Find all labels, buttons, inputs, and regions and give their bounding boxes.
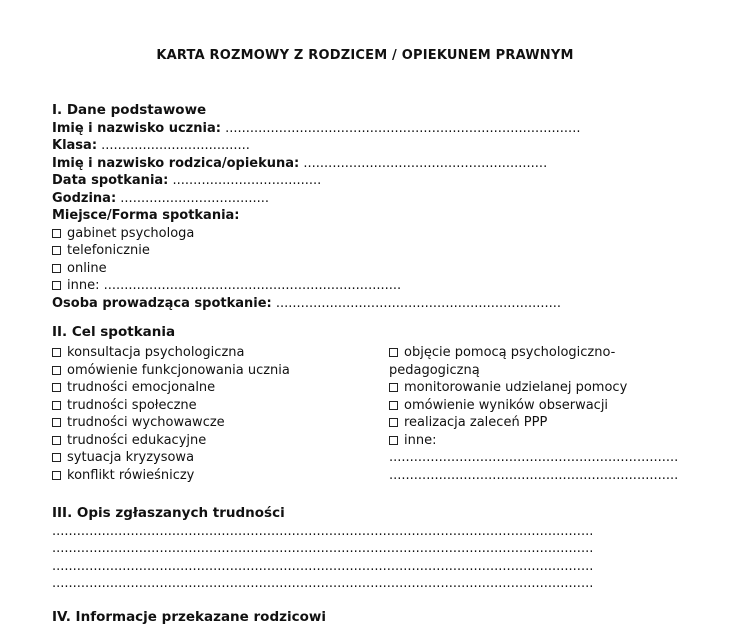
checkbox-label: monitorowanie udzielanej pomocy [404,380,628,395]
checkbox-item[interactable] [52,277,580,295]
field-label: Imię i nazwisko rodzica/opiekuna: [52,155,300,171]
checkbox-icon[interactable] [389,401,398,410]
checkbox-icon[interactable] [52,348,61,357]
section-heading: IV. Informacje przekazane rodzicowi [52,609,326,625]
fill-line[interactable]: ................................................................................................................................... [52,541,594,556]
checkbox-icon[interactable] [52,246,61,255]
field-student-name [52,120,580,138]
checkbox-icon[interactable] [52,229,61,238]
checkbox-icon[interactable] [52,383,61,392]
checkbox-icon[interactable] [389,348,398,357]
checkbox-item[interactable] [52,414,290,432]
checkbox-label: objęcie pomocą psychologiczno- [404,345,616,360]
checkbox-label: realizacja zaleceń PPP [404,415,548,430]
section-basic-data [52,102,580,312]
section-heading: III. Opis zgłaszanych trudności [52,505,285,521]
purpose-left-column [52,344,290,484]
place-label: Miejsce/Forma spotkania: [52,208,240,223]
checkbox-icon[interactable] [52,471,61,480]
checkbox-icon[interactable] [52,366,61,375]
checkbox-icon[interactable] [52,401,61,410]
checkbox-item[interactable] [389,344,678,362]
checkbox-icon[interactable] [52,264,61,273]
checkbox-label: trudności emocjonalne [67,380,216,395]
checkbox-item[interactable] [52,397,290,415]
checkbox-label: trudności społeczne [67,397,197,413]
fill-line[interactable]: ...................................................................... [389,450,679,465]
fill-line[interactable]: ...................................................................................... [225,120,581,136]
checkbox-item[interactable] [52,260,580,278]
checkbox-item[interactable] [52,432,290,450]
checkbox-icon[interactable] [52,453,61,462]
section-reported-difficulties [52,505,593,593]
section-parent-information [52,609,326,627]
section-heading: II. Cel spotkania [52,324,176,340]
checkbox-item[interactable] [389,397,678,415]
field-label: Imię i nazwisko ucznia: [52,120,221,136]
fill-line[interactable]: ................................................................................................................................... [52,523,594,539]
fill-line[interactable]: ...................................................................... [389,467,679,483]
fill-line[interactable]: .................................... [172,173,322,188]
field-label: Osoba prowadząca spotkanie: [52,295,272,311]
checkbox-icon[interactable] [389,436,398,445]
checkbox-label: gabinet psychologa [67,225,195,241]
field-meeting-leader [52,295,580,313]
section-heading: I. Dane podstawowe [52,102,207,118]
checkbox-item[interactable] [52,467,290,485]
checkbox-label: sytuacja kryzysowa [67,450,195,465]
checkbox-item[interactable] [52,362,290,380]
fill-line[interactable]: .................................... [101,138,250,153]
checkbox-icon[interactable] [389,383,398,392]
field-class [52,137,580,155]
checkbox-label: omówienie funkcjonowania ucznia [67,362,290,378]
checkbox-item[interactable] [52,449,290,467]
checkbox-label: inne: ........................................................................ [67,278,402,293]
checkbox-item[interactable] [389,379,678,397]
checkbox-icon[interactable] [52,281,61,290]
field-meeting-time [52,190,580,208]
fill-line[interactable]: ................................................................................................................................... [52,576,594,591]
checkbox-label: konsultacja psychologiczna [67,345,245,360]
checkbox-item[interactable] [52,225,580,243]
checkbox-label: telefonicznie [67,243,150,258]
field-label: Klasa: [52,138,98,153]
field-label: Data spotkania: [52,173,169,188]
checkbox-label: trudności edukacyjne [67,432,207,448]
checkbox-label: inne: [404,432,437,448]
checkbox-label: trudności wychowawcze [67,415,225,430]
purpose-right-column [389,344,678,484]
field-label: Godzina: [52,190,117,206]
field-parent-name [52,155,580,173]
checkbox-label-continuation: pedagogiczną [389,362,480,378]
checkbox-label: online [67,260,107,276]
section-meeting-purpose [52,324,175,342]
document-title: KARTA ROZMOWY Z RODZICEM / OPIEKUNEM PRAWNYM [156,48,574,63]
checkbox-item[interactable] [52,344,290,362]
checkbox-icon[interactable] [52,418,61,427]
checkbox-label: konflikt rówieśniczy [67,467,195,483]
checkbox-label: omówienie wyników obserwacji [404,397,609,413]
fill-line[interactable]: ................................................................................................................................... [52,558,594,574]
checkbox-item[interactable] [389,432,678,450]
fill-line[interactable]: ..................................................................... [275,295,562,311]
checkbox-icon[interactable] [389,418,398,427]
field-meeting-date [52,172,580,190]
fill-line[interactable]: .................................... [120,190,270,206]
checkbox-item[interactable] [389,414,678,432]
checkbox-item[interactable] [52,379,290,397]
fill-line[interactable]: ........................................................... [303,155,548,171]
checkbox-item[interactable] [52,242,580,260]
checkbox-icon[interactable] [52,436,61,445]
